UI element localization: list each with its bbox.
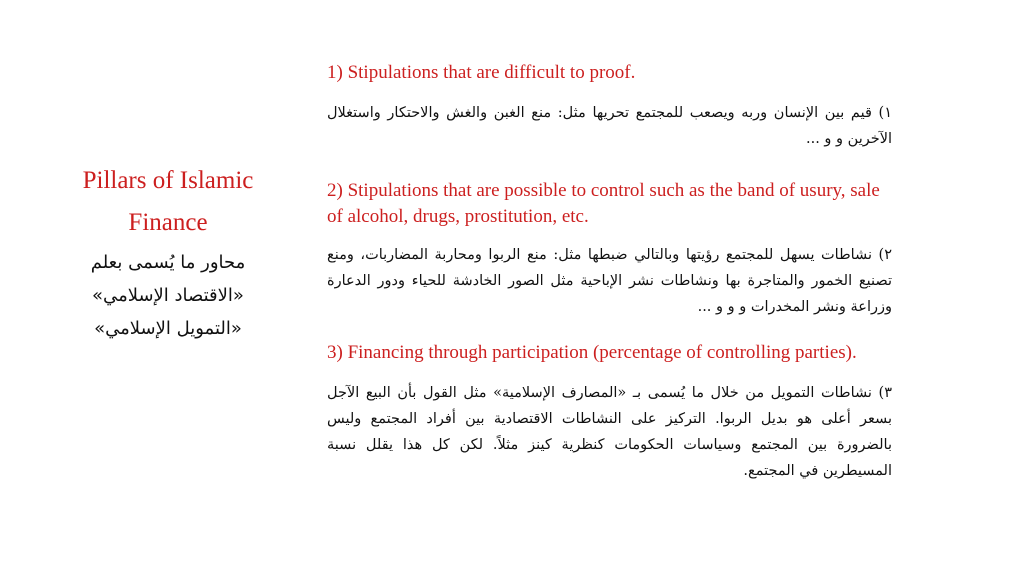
title-arabic-line-3: «التمويل الإسلامي» — [94, 318, 242, 339]
point-1-english: 1) Stipulations that are difficult to proof. — [327, 62, 636, 83]
point-3-english: 3) Financing through participation (percentage of controlling parties). — [327, 342, 857, 363]
point-1-arabic: ١) قيم بين الإنسان وربه ويصعب للمجتمع تحريها مثل: منع الغبن والغش والاحتكار واستغلال الآخرين و و ... — [327, 105, 892, 147]
point-2-arabic: ٢) نشاطات يسهل للمجتمع رؤيتها وبالتالي ضبطها مثل: منع الربوا ومحاربة المضاربات، ومنع تصنيع الخمور والمتاجرة بها ونشاطات نشر الإباحية مثل الصور الخادشة للحياء ودور الدعارة وزراعة ونشر المخدرات و و و ... — [327, 247, 892, 315]
slide-title-arabic — [48, 246, 288, 345]
slide-title-english — [48, 160, 288, 244]
title-arabic-line-2: «الاقتصاد الإسلامي» — [92, 285, 244, 306]
title-arabic-line-1: محاور ما يُسمى بعلم — [90, 252, 246, 273]
title-block — [48, 160, 288, 345]
point-3-arabic: ٣) نشاطات التمويل من خلال ما يُسمى بـ «المصارف الإسلامية» مثل القول بأن البيع الآجل بسعر أعلى هو بديل الربوا. التركيز على النشاطات الاقتصادية بين أفراد المجتمع وليس بالضرورة بين المجتمع وسياسات الحكومات كنظرية كينز مثلاً. لكن كل هذا يقلل نسبة المسيطرين في المجتمع. — [327, 385, 892, 479]
content-area — [327, 56, 892, 484]
point-2-english: 2) Stipulations that are possible to control such as the band of usury, sale of alcohol, drugs, prostitution, etc. — [327, 180, 880, 227]
title-english-line-1: Pillars of Islamic — [82, 167, 254, 194]
title-english-line-2: Finance — [128, 209, 208, 236]
